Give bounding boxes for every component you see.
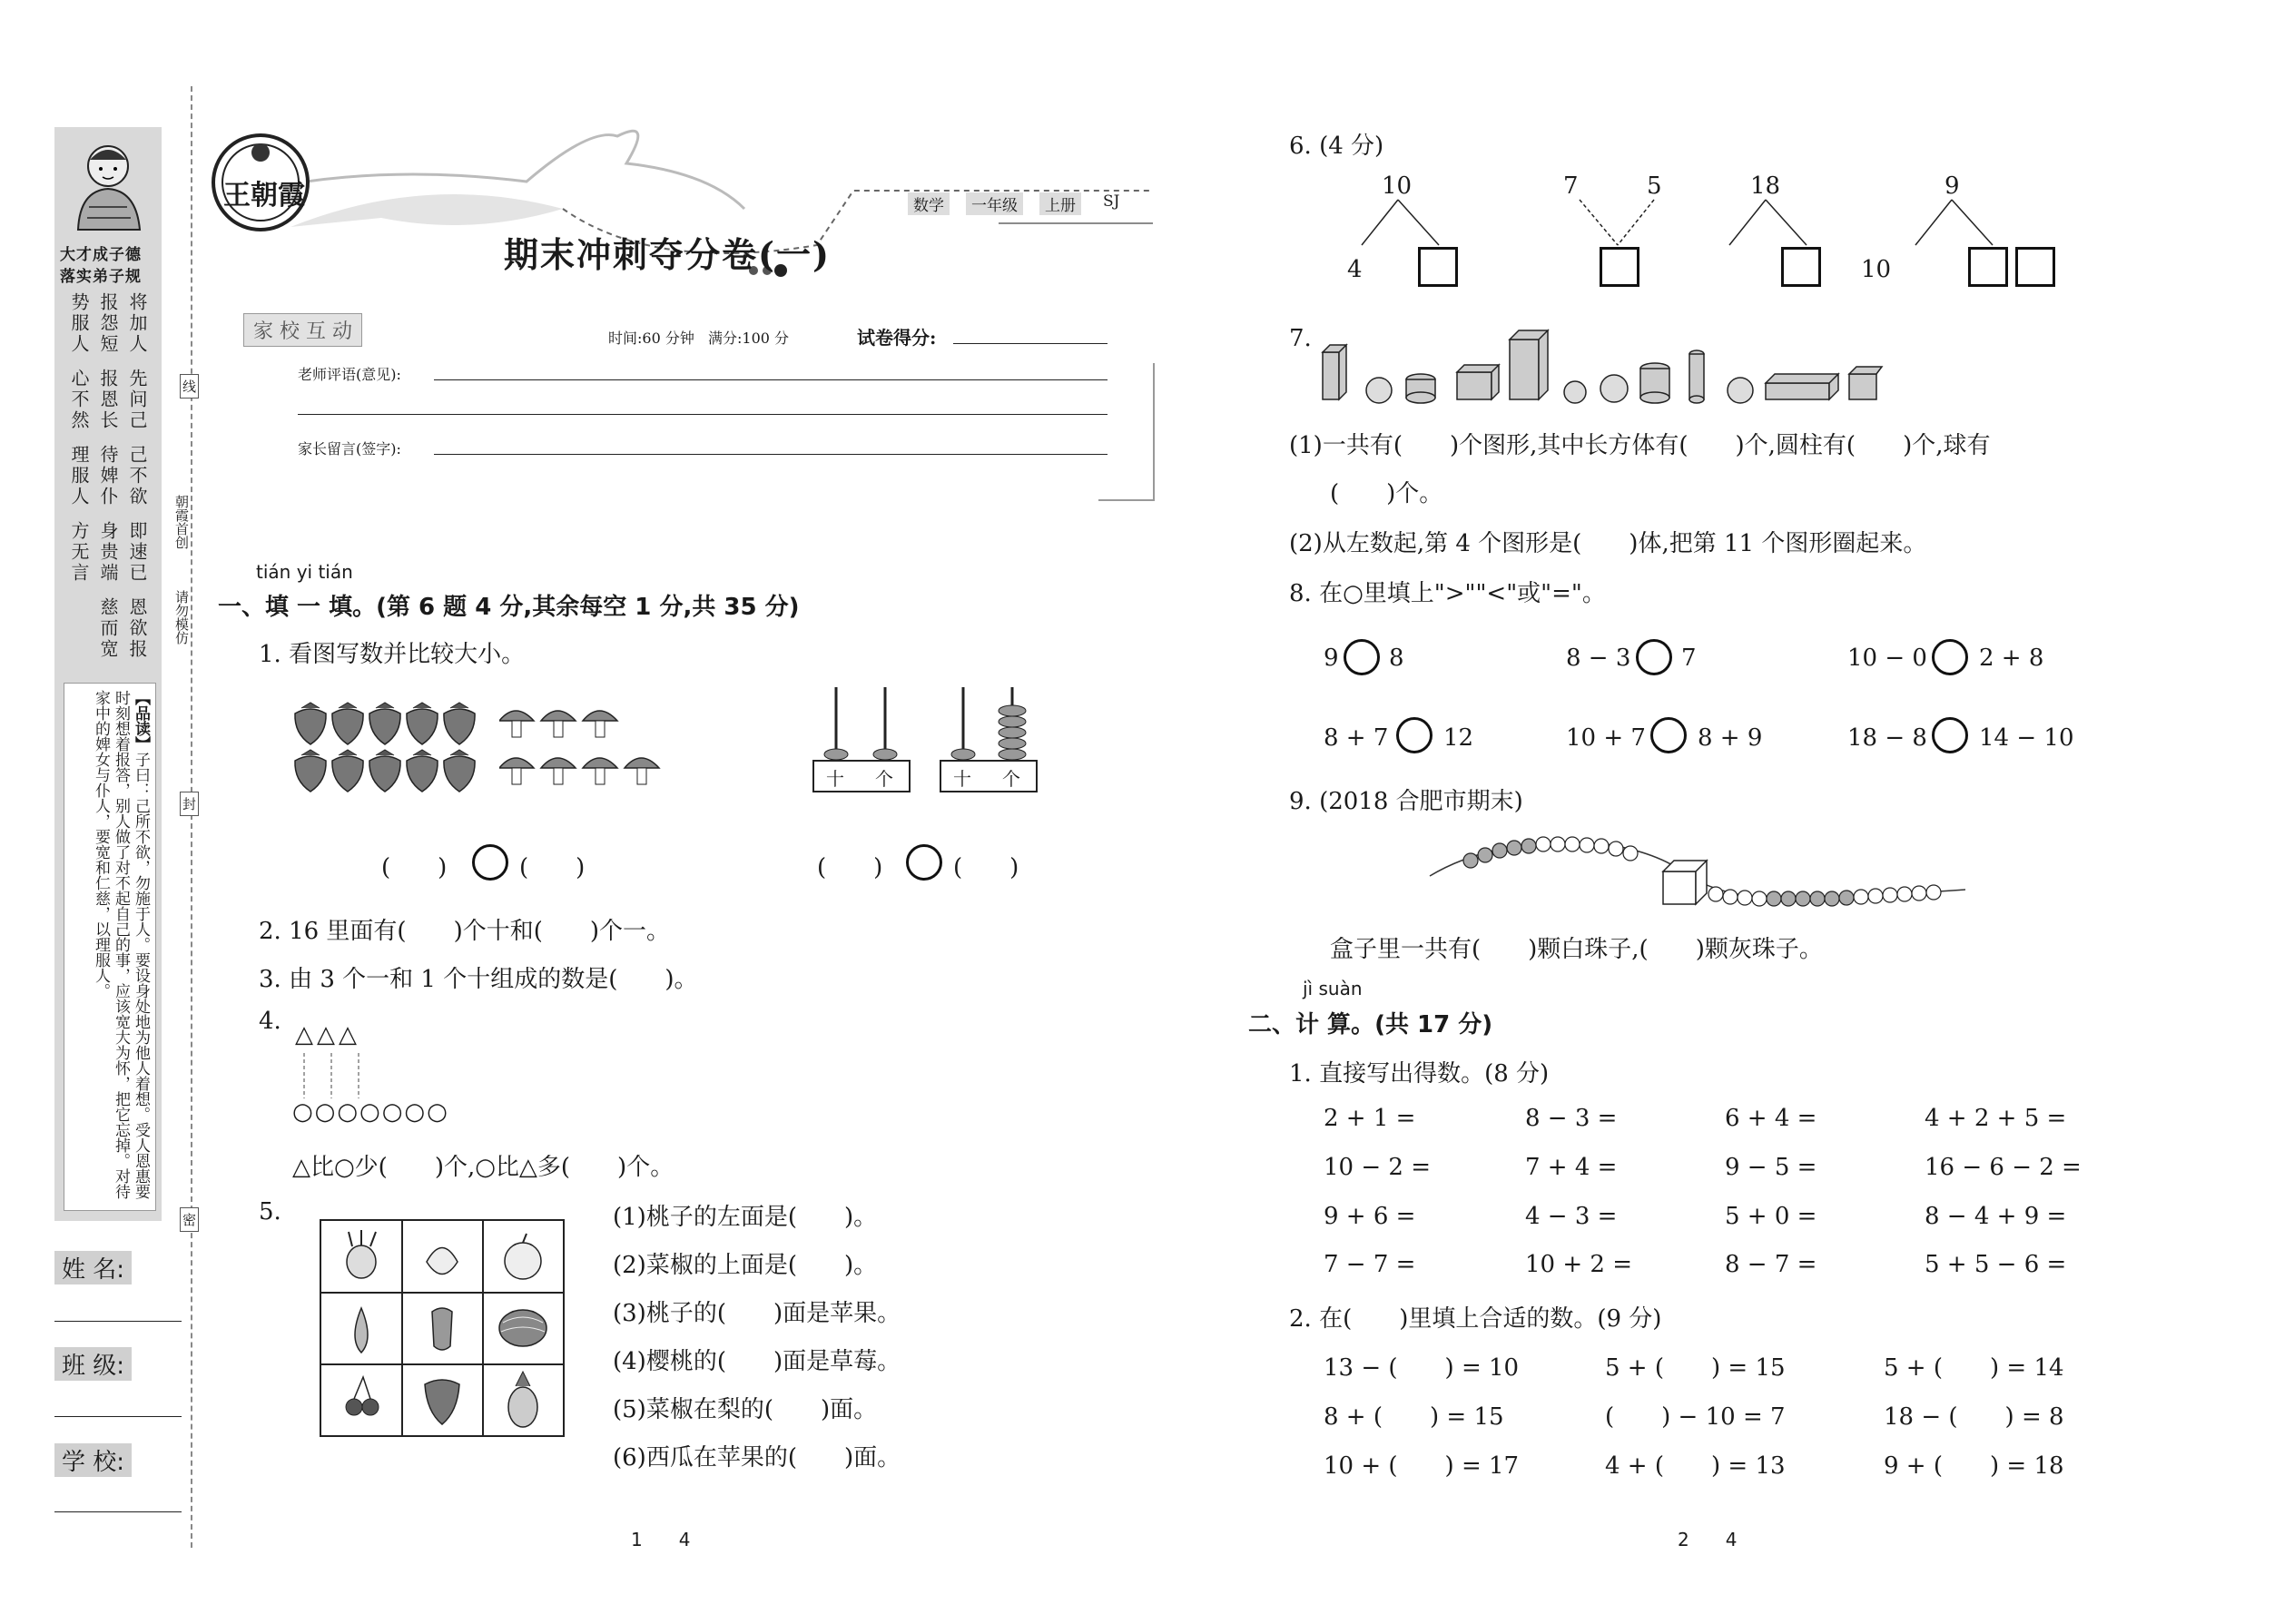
q6-d-top: 9 (1944, 172, 1960, 200)
left-page-number: 1 4 (631, 1529, 691, 1550)
fill-item: 10 + ( ) = 17 (1324, 1452, 1520, 1480)
class-field[interactable] (54, 1416, 182, 1417)
class-label-text: 班 级: (62, 1353, 125, 1380)
q5-item-5: (5)菜椒在梨的( )面。 (613, 1396, 878, 1423)
pindu-text (69, 690, 151, 1203)
name-label (54, 1251, 132, 1284)
calc-item: 8 − 7 = (1725, 1251, 1817, 1278)
verse-cell: 己不欲 (126, 445, 148, 507)
q3-text: 3. 由 3 个一和 1 个十组成的数是( )。 (259, 966, 698, 993)
q6-b-answer-box[interactable] (1600, 247, 1639, 287)
verse-cell: 报怨短 (97, 292, 119, 355)
q5-item-2: (2)菜椒的上面是( )。 (613, 1252, 878, 1279)
q8-compare-circle[interactable] (1932, 717, 1968, 753)
score-field[interactable] (953, 343, 1108, 344)
q8-text: 8. 在○里填上">""<"或"="。 (1289, 580, 1606, 607)
verse-cell: 先问己 (126, 369, 148, 431)
calc-item: 5 + 0 = (1725, 1203, 1817, 1230)
section2-title (1248, 1006, 1492, 1039)
q1-compare-circle-b[interactable] (906, 844, 942, 881)
teacher-comment-label: 老师评语(意见): (298, 366, 401, 383)
school-label (54, 1443, 132, 1477)
q8-item-2-right: 7 (1681, 645, 1697, 672)
q8-compare-circle[interactable] (1650, 717, 1687, 753)
q7-line-2: ( )个。 (1330, 480, 1443, 507)
q6-a-top: 10 (1382, 172, 1413, 200)
verse-cell: 势服人 (68, 292, 90, 355)
full-score: 满分:100 分 (708, 330, 790, 347)
teacher-comment-field[interactable] (434, 379, 1108, 380)
fill-item: 4 + ( ) = 13 (1605, 1452, 1786, 1480)
calc-item: 2 + 1 = (1324, 1105, 1416, 1132)
section1-note: 。(第 6 题 4 分,其余每空 1 分,共 35 分) (352, 594, 800, 621)
q1-blank-right-a[interactable]: ( ) (817, 854, 883, 881)
q8-item-5-right: 8 + 9 (1698, 724, 1763, 752)
fold-line (191, 86, 192, 1548)
abacus-2-tens: 十 (953, 768, 971, 790)
q5-item-6: (6)西瓜在苹果的( )面。 (613, 1444, 901, 1471)
q1-blank-left-b[interactable]: ( ) (519, 854, 586, 881)
section2-pinyin: jì suàn (1303, 978, 1363, 999)
logo-text: 王朝霞 (223, 180, 305, 212)
q8-compare-circle[interactable] (1396, 717, 1433, 753)
q9-answer-text: 盒子里一共有( )颗白珠子,( )颗灰珠子。 (1330, 936, 1823, 963)
grade-tag: 一年级 (966, 192, 1023, 215)
home-school-text: 家 校 互 动 (253, 320, 352, 343)
school-field[interactable] (54, 1511, 182, 1512)
q8-compare-circle[interactable] (1344, 639, 1380, 675)
q7-line-1: (1)一共有( )个图形,其中长方体有( )个,圆柱有( )个,球有 (1289, 432, 1991, 459)
fill-item: 9 + ( ) = 18 (1884, 1452, 2064, 1480)
page-title: 期末冲刺夺分卷(一) (504, 234, 831, 275)
q5-item-3: (3)桃子的( )面是苹果。 (613, 1300, 901, 1327)
q8-item-3-left: 10 − 0 (1847, 645, 1927, 672)
fill-item: 18 − ( ) = 8 (1884, 1403, 2064, 1431)
q8-compare-circle[interactable] (1636, 639, 1672, 675)
section2-heading: 二、计 算 (1248, 1011, 1352, 1038)
calc-item: 6 + 4 = (1725, 1105, 1817, 1132)
subject-tags (908, 192, 1125, 215)
header-corner-lines (1098, 363, 1155, 501)
fill-item: 8 + ( ) = 15 (1324, 1403, 1504, 1431)
motto-line-1: 大才成子德 (60, 246, 142, 264)
fill-item: ( ) − 10 = 7 (1605, 1403, 1786, 1431)
calc-item: 10 + 2 = (1525, 1251, 1632, 1278)
q4-number: 4. (259, 1008, 281, 1035)
q4-triangles: △△△ (295, 1021, 360, 1048)
abacus-2-ones: 个 (1002, 768, 1020, 790)
verse-grid (67, 292, 154, 674)
home-school-badge (243, 313, 362, 347)
q6-a-left: 4 (1347, 256, 1363, 283)
q7-shapes-row (1321, 327, 1884, 408)
calc-item: 7 − 7 = (1324, 1251, 1416, 1278)
verse-cell: 身贵端 (97, 521, 119, 584)
section2-note: 。(共 17 分) (1351, 1011, 1493, 1038)
verse-cell: 方无言 (68, 521, 90, 584)
fold-mark: 密 (180, 1207, 199, 1232)
fill-item: 5 + ( ) = 14 (1884, 1354, 2064, 1382)
q7-line-3: (2)从左数起,第 4 个图形是( )体,把第 11 个图形圈起来。 (1289, 530, 1927, 557)
calc-item: 7 + 4 = (1525, 1154, 1618, 1181)
score-label: 试卷得分: (857, 327, 937, 349)
q8-item-5-left: 10 + 7 (1566, 724, 1646, 752)
calc-item: 16 − 6 − 2 = (1925, 1154, 2082, 1181)
mushroom-group (499, 697, 663, 797)
q4-circles: ○○○○○○○ (292, 1098, 449, 1126)
verse-cell: 待婢仆 (97, 445, 119, 507)
verse-cell: 理服人 (68, 445, 90, 507)
verse-cell: 即速已 (126, 521, 148, 584)
q8-compare-circle[interactable] (1932, 639, 1968, 675)
verse-cell: 报恩长 (97, 369, 119, 431)
subject-tag: 数学 (908, 192, 950, 215)
verse-cell: 将加人 (126, 292, 148, 355)
q4-text: △比○少( )个,○比△多( )个。 (292, 1154, 674, 1181)
q9-text: 9. (2018 合肥市期末) (1289, 788, 1523, 815)
class-label (54, 1347, 132, 1381)
q5-fruit-grid (320, 1219, 565, 1437)
name-label-text: 姓 名: (62, 1256, 125, 1284)
q8-item-3-right: 2 + 8 (1979, 645, 2044, 672)
abacus-1-ones: 个 (875, 768, 893, 790)
motto-line-2: 落实弟子规 (60, 268, 142, 286)
q6-a-answer-box[interactable] (1418, 247, 1458, 287)
parent-comment-field[interactable] (434, 454, 1108, 455)
q7-number: 7. (1289, 325, 1312, 352)
q6-b-left: 7 (1563, 172, 1579, 200)
q1-compare-circle-a[interactable] (472, 844, 508, 881)
q8-item-4-right: 12 (1443, 724, 1474, 752)
q9-bead-string (1425, 826, 1970, 926)
school-label-text: 学 校: (62, 1449, 125, 1476)
abacus-1-tens: 十 (826, 768, 844, 790)
q5-number: 5. (259, 1198, 281, 1225)
section1-pinyin: tián yi tián (256, 561, 353, 583)
pindu-body: 子曰：己所不欲，勿施于人。要设身处地为他人着想。受人恩惠要时刻想着报答，别人做了对不起自己的事，应该宽大为怀，把它忘掉。对待家中的婢女与仆人，要宽和仁慈，以理服人。 (92, 690, 150, 1199)
q8-item-4-left: 8 + 7 (1324, 724, 1389, 752)
calc-item: 10 − 2 = (1324, 1154, 1431, 1181)
q6-b-right: 5 (1647, 172, 1662, 200)
q6-c-answer-box[interactable] (1781, 247, 1821, 287)
calc-item: 9 − 5 = (1725, 1154, 1817, 1181)
q6-d-answer-box-left[interactable] (1968, 247, 2008, 287)
verse-cell: 心不然 (68, 369, 90, 431)
calc-item: 4 − 3 = (1525, 1203, 1618, 1230)
q1-blank-left-a[interactable]: ( ) (381, 854, 448, 881)
fold-mark: 封 (180, 792, 199, 816)
pindu-title: 【品读】 (132, 690, 150, 752)
right-page-number: 2 4 (1678, 1529, 1738, 1550)
q6-split-lines (1353, 195, 2124, 259)
q4-dotted-links (302, 1053, 375, 1098)
verse-cell: 恩欲报 (126, 597, 148, 660)
fold-mark: 线 (180, 374, 199, 399)
q6-c-top: 18 (1750, 172, 1781, 200)
cartoon-boy-figure (62, 134, 154, 239)
inner-mark: 朝霞首创 (173, 495, 190, 549)
edition-tag: SJ (1103, 192, 1120, 211)
calc-item: 8 − 4 + 9 = (1925, 1203, 2067, 1230)
section1-heading: 一、填 一 填 (218, 594, 353, 621)
parent-comment-label: 家长留言(签字): (298, 440, 401, 458)
q8-item-6-left: 18 − 8 (1847, 724, 1927, 752)
q6-c-right: 10 (1861, 256, 1892, 283)
exam-time: 时间:60 分钟 (608, 330, 694, 347)
teacher-comment-field-2[interactable] (298, 414, 1108, 415)
calc-item: 5 + 5 − 6 = (1925, 1251, 2067, 1278)
fill-item: 13 − ( ) = 10 (1324, 1354, 1520, 1382)
q6-d-answer-box-right[interactable] (2015, 247, 2055, 287)
inner-mark: 请勿模仿 (173, 590, 190, 645)
calc-item: 4 + 2 + 5 = (1925, 1105, 2067, 1132)
q2-text: 2. 16 里面有( )个十和( )个一。 (259, 918, 670, 945)
s2-q1-text: 1. 直接写出得数。(8 分) (1289, 1060, 1550, 1088)
q1-blank-right-b[interactable]: ( ) (953, 854, 1019, 881)
calc-item: 9 + 6 = (1324, 1203, 1416, 1230)
q8-item-2-left: 8 − 3 (1566, 645, 1631, 672)
q8-item-6-right: 14 − 10 (1979, 724, 2074, 752)
q1-text: 1. 看图写数并比较大小。 (259, 641, 526, 668)
verse-cell: 慈而宽 (97, 597, 119, 660)
calc-item: 8 − 3 = (1525, 1105, 1618, 1132)
s2-q2-text: 2. 在( )里填上合适的数。(9 分) (1289, 1305, 1662, 1333)
q8-item-1-right: 8 (1389, 645, 1404, 672)
q6-title: 6. (4 分) (1289, 133, 1384, 160)
q5-item-1: (1)桃子的左面是( )。 (613, 1204, 878, 1231)
strawberry-group (290, 697, 481, 797)
q8-item-1-left: 9 (1324, 645, 1339, 672)
section1-title (218, 588, 800, 622)
volume-tag: 上册 (1039, 192, 1081, 215)
fill-item: 5 + ( ) = 15 (1605, 1354, 1786, 1382)
name-field[interactable] (54, 1321, 182, 1322)
q5-item-4: (4)樱桃的( )面是草莓。 (613, 1348, 901, 1375)
